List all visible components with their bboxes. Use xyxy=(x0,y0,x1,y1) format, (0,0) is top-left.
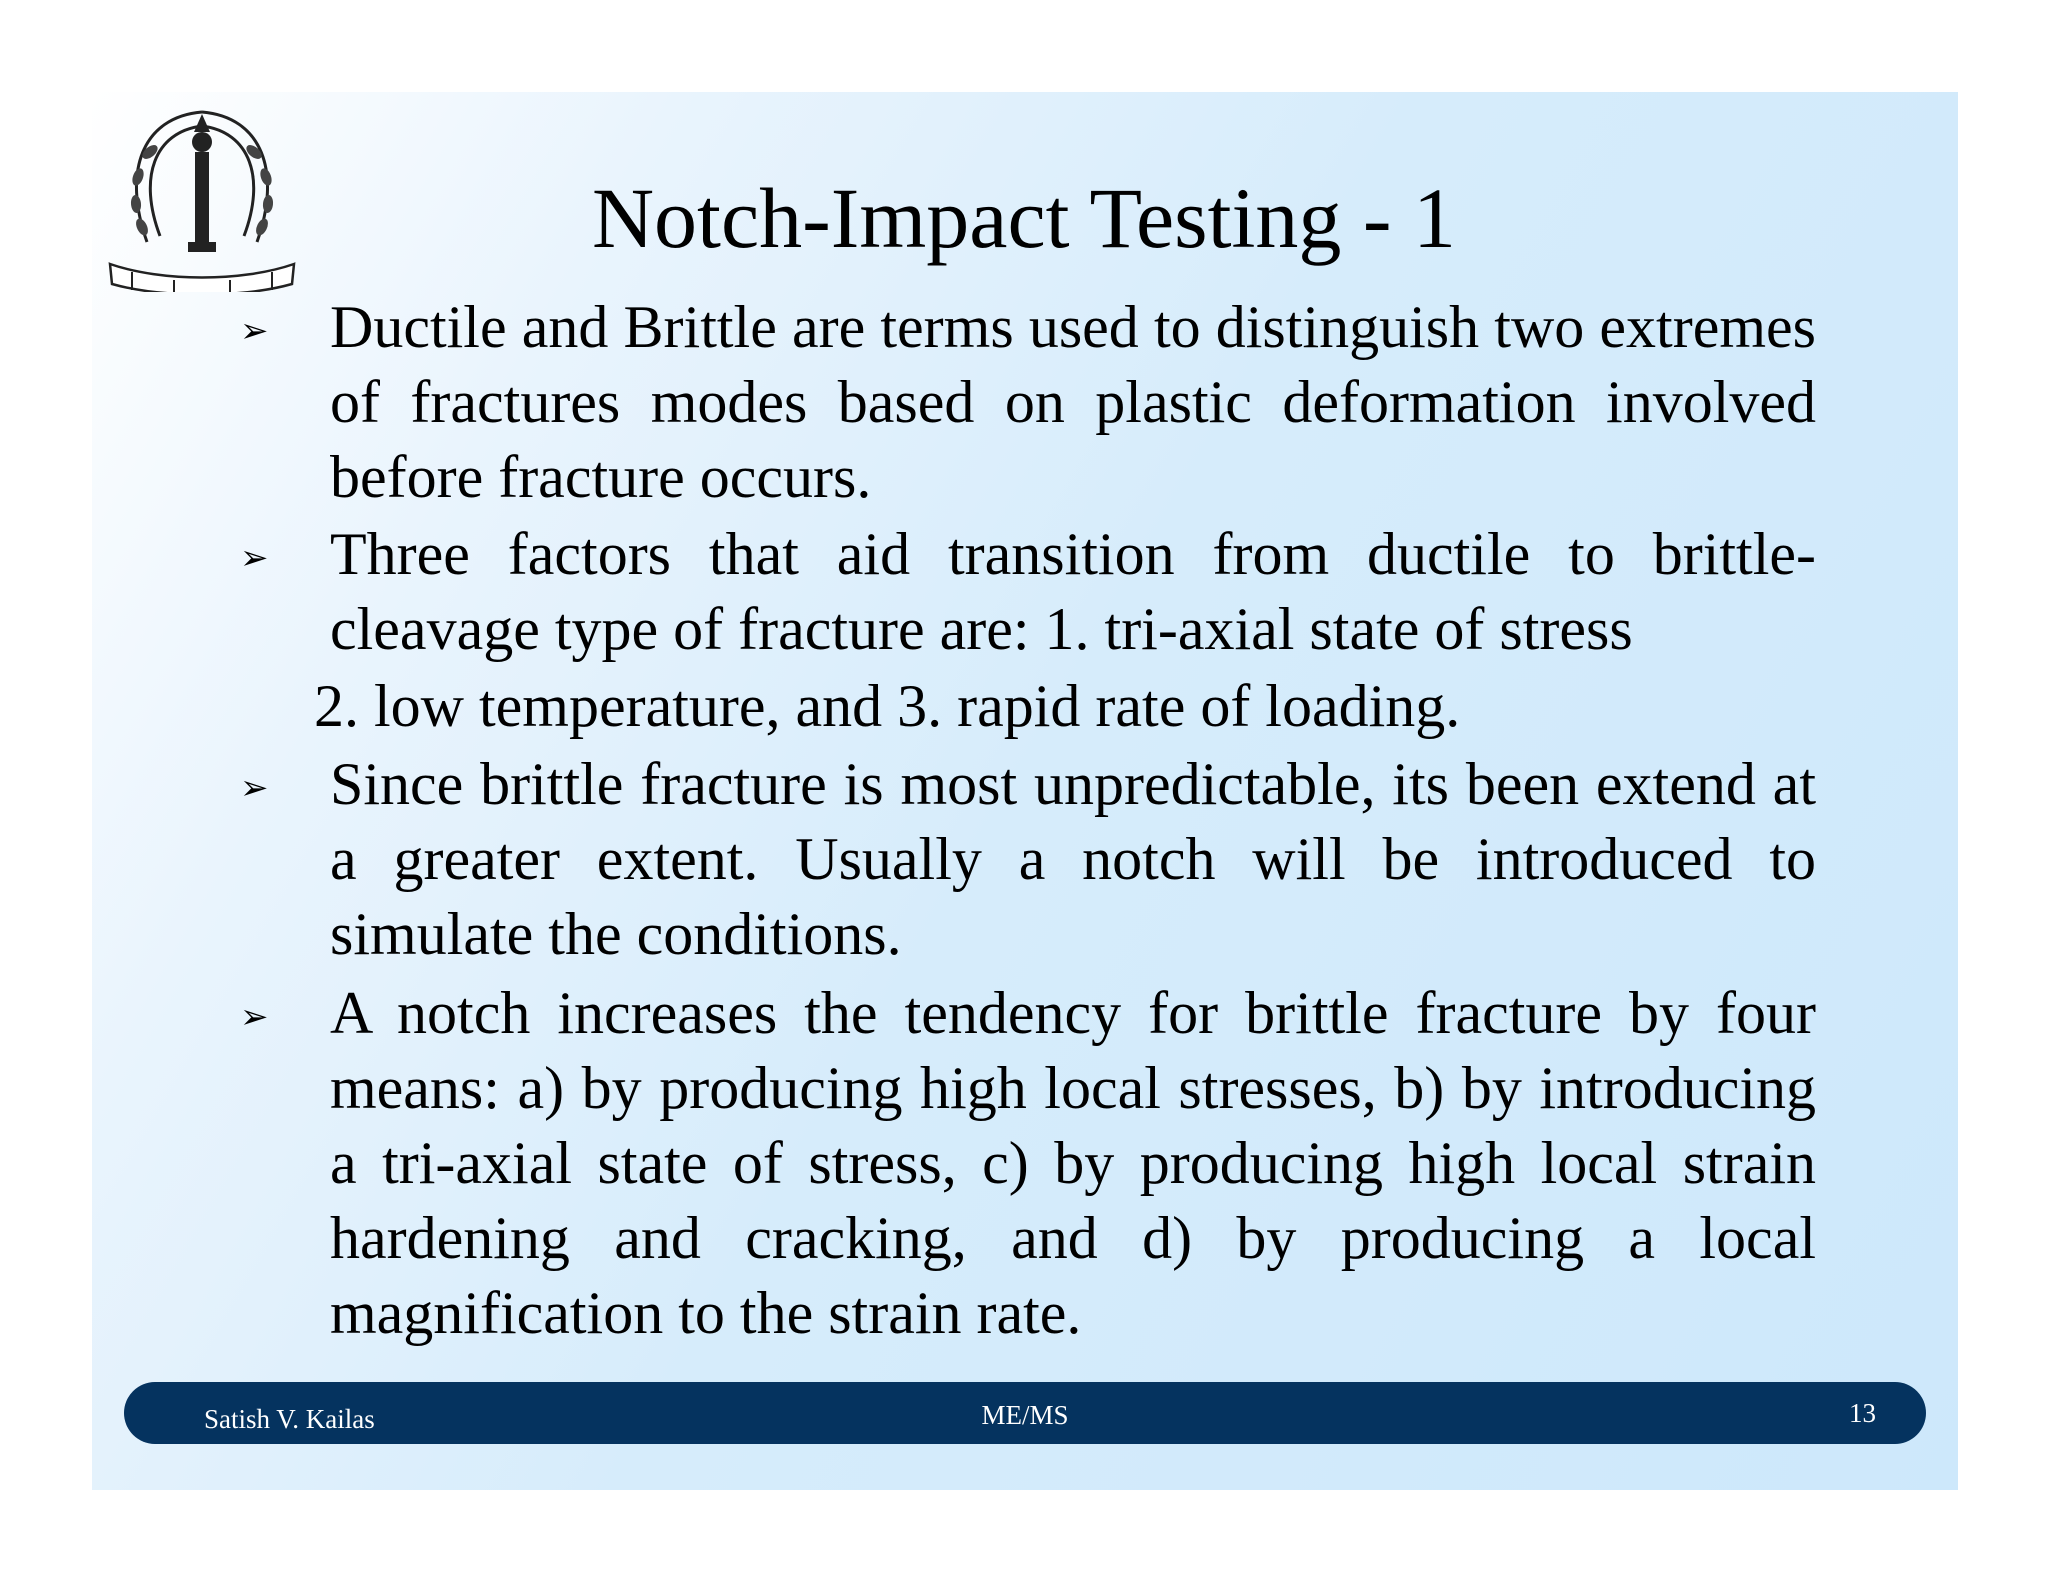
bullet-arrow-icon: ➢ xyxy=(240,313,269,350)
bullet-continuation-text: 2. low temperature, and 3. rapid rate of loading. xyxy=(314,673,1461,739)
bullet-arrow-icon: ➢ xyxy=(240,540,269,577)
footer-page-number: 13 xyxy=(1849,1398,1876,1428)
bullet-text: Since brittle fracture is most unpredictable, its been extend at a greater extent. Usually a notch will be introduced to simulate the conditions. xyxy=(330,751,1816,967)
bullet-arrow-icon: ➢ xyxy=(240,999,269,1036)
bullet-text: A notch increases the tendency for brittle fracture by four means: a) by producing high local stresses, b) by introducing a tri-axial state of stress, c) by producing high local strain hardening and cracking, and d) by producing a local magnification to the strain rate. xyxy=(330,980,1816,1346)
bullet-arrow-icon: ➢ xyxy=(240,770,269,807)
slide-title: Notch-Impact Testing - 1 xyxy=(591,170,1457,266)
bullet-text: Ductile and Brittle are terms used to distinguish two extremes of fractures modes based on plastic deformation involved before fracture occurs. xyxy=(330,294,1816,510)
footer-bar xyxy=(124,1382,1926,1444)
bullet-text: Three factors that aid transition from ductile to brittle-cleavage type of fracture are: 1. tri-axial state of stress xyxy=(330,521,1816,662)
footer-author: Satish V. Kailas xyxy=(204,1404,375,1434)
footer-course: ME/MS xyxy=(981,1400,1069,1430)
